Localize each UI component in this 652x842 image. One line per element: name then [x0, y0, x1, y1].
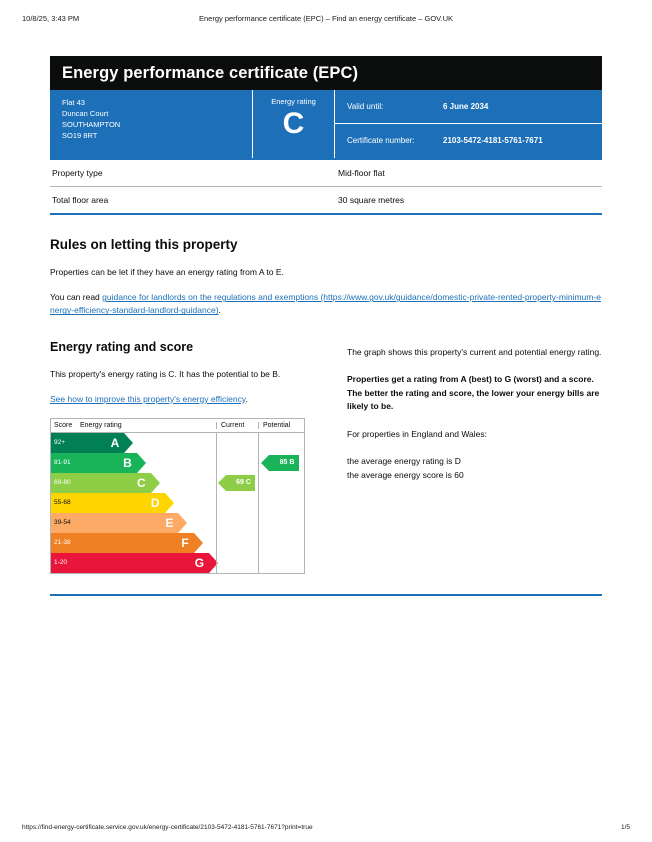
band-letter: D: [77, 493, 165, 513]
fact-key: Total floor area: [50, 187, 336, 215]
address-line-2: Duncan Court: [62, 108, 109, 118]
rating-explanation: Properties get a rating from A (best) to G (worst) and a score. The better the rating and score, the lower your energy bills are likely to be.: [347, 374, 600, 412]
chart-band-e: [51, 513, 304, 533]
band-letter: F: [77, 533, 194, 553]
improve-efficiency-link[interactable]: See how to improve this property's energy efficiency: [50, 393, 246, 404]
potential-marker: 85 B: [269, 455, 299, 471]
band-letter: C: [77, 473, 151, 493]
address-line-1: Flat 43: [62, 98, 85, 107]
certificate-number-label: Certificate number:: [347, 136, 415, 145]
chart-band-b: [51, 453, 304, 473]
certificate-number-value: 2103-5472-4181-5761-7671: [443, 136, 543, 145]
graph-description: The graph shows this property's current and potential energy rating.: [347, 346, 602, 357]
landlord-guidance-link[interactable]: guidance for landlords on the regulations and exemptions (https://www.gov.uk/guidance/domestic-private-rented-property-minimum-energy-efficiency-standard-landlord-guidance): [50, 292, 601, 316]
band-bar-cell: [77, 453, 216, 473]
energy-rating-chart: [50, 418, 305, 574]
print-document-title: Energy performance certificate (EPC) – Find an energy certificate – GOV.UK: [198, 14, 453, 23]
band-score: 1-20: [51, 553, 77, 573]
valid-until-row: [335, 90, 602, 123]
certificate-title-bar: [50, 56, 602, 90]
valid-until-value: 6 June 2034: [443, 102, 489, 111]
valid-until-label: Valid until:: [347, 102, 384, 111]
chart-body: [51, 433, 304, 573]
landlord-guidance-paragraph: [50, 291, 602, 317]
band-score: 21-38: [51, 533, 77, 553]
current-cell: [216, 453, 258, 473]
band-score: 69-80: [51, 473, 77, 493]
address-line-4: SO19 8RT: [62, 130, 98, 140]
band-bar-cell: [77, 433, 216, 453]
potential-cell: [258, 473, 304, 493]
rating-and-score-section: [50, 340, 602, 574]
current-cell: [216, 553, 258, 573]
chart-band-d: [51, 493, 304, 513]
certificate-number-row: [335, 123, 602, 157]
band-score: 81-91: [51, 453, 77, 473]
band-bar-cell: [77, 473, 216, 493]
rules-paragraph: Properties can be let if they have an energy rating from A to E.: [50, 267, 284, 277]
table-row: [50, 187, 602, 215]
band-score: 92+: [51, 433, 77, 453]
fact-value: 30 square metres: [336, 187, 602, 215]
page-title: Energy performance certificate (EPC): [62, 63, 359, 82]
fact-key: Property type: [50, 160, 336, 187]
certificate-content: [50, 56, 602, 596]
band-score: 55-68: [51, 493, 77, 513]
address-line-3: SOUTHAMPTON: [62, 119, 121, 129]
chart-col-score: Score: [54, 421, 73, 429]
chart-col-energy-rating: Energy rating: [80, 421, 122, 429]
england-wales-intro: For properties in England and Wales:: [347, 428, 488, 439]
band-bar-cell: [77, 513, 216, 533]
current-cell: [216, 513, 258, 533]
current-marker: 69 C: [226, 475, 255, 491]
rating-right-column: [347, 346, 602, 497]
potential-cell: [258, 493, 304, 513]
print-date: 10/8/25, 3:43 PM: [22, 14, 80, 23]
rules-heading: Rules on letting this property: [50, 237, 238, 252]
average-stats: [347, 455, 602, 482]
improve-link-suffix: .: [245, 393, 248, 404]
current-cell: [216, 493, 258, 513]
rating-left-column: [50, 340, 340, 574]
fact-value: Mid-floor flat: [336, 160, 602, 187]
energy-rating-label: Energy rating: [271, 97, 316, 106]
improve-efficiency-paragraph: [50, 393, 340, 406]
band-bar-cell: [77, 553, 216, 573]
current-cell: [216, 473, 258, 493]
guidance-prefix: You can read: [50, 292, 103, 303]
chart-band-a: [51, 433, 304, 453]
chart-band-g: [51, 553, 304, 573]
certificate-meta: [334, 90, 602, 158]
print-url: https://find-energy-certificate.service.gov.uk/energy-certificate/2103-5472-4181-5761-7671?print=true: [22, 824, 313, 831]
current-cell: [216, 533, 258, 553]
average-rating-line: the average energy rating is D: [347, 456, 461, 467]
table-row: [50, 160, 602, 187]
current-cell: [216, 433, 258, 453]
print-page-number: 1/5: [620, 824, 630, 831]
band-letter: B: [77, 453, 137, 473]
potential-cell: [258, 533, 304, 553]
property-facts-table: [50, 160, 602, 215]
potential-cell: [258, 453, 304, 473]
energy-rating-letter: C: [282, 107, 305, 140]
chart-band-f: [51, 533, 304, 553]
chart-col-current: Current: [216, 422, 258, 429]
property-address: [50, 90, 252, 158]
section-divider: [50, 594, 602, 596]
summary-band: [50, 90, 602, 160]
chart-header-row: [51, 419, 304, 433]
band-score: 39-54: [51, 513, 77, 533]
potential-cell: [258, 433, 304, 453]
band-letter: E: [77, 513, 178, 533]
band-letter: A: [77, 433, 124, 453]
energy-rating-badge: [252, 90, 334, 158]
band-letter: G: [77, 553, 209, 573]
average-score-line: the average energy score is 60: [347, 470, 464, 481]
rating-heading: Energy rating and score: [50, 339, 194, 354]
band-bar-cell: [77, 493, 216, 513]
chart-col-potential: Potential: [258, 422, 304, 429]
rating-paragraph: This property's energy rating is C. It has the potential to be B.: [50, 368, 281, 379]
band-bar-cell: [77, 533, 216, 553]
chart-band-c: [51, 473, 304, 493]
guidance-suffix: .: [218, 305, 221, 316]
potential-cell: [258, 513, 304, 533]
potential-cell: [258, 553, 304, 573]
